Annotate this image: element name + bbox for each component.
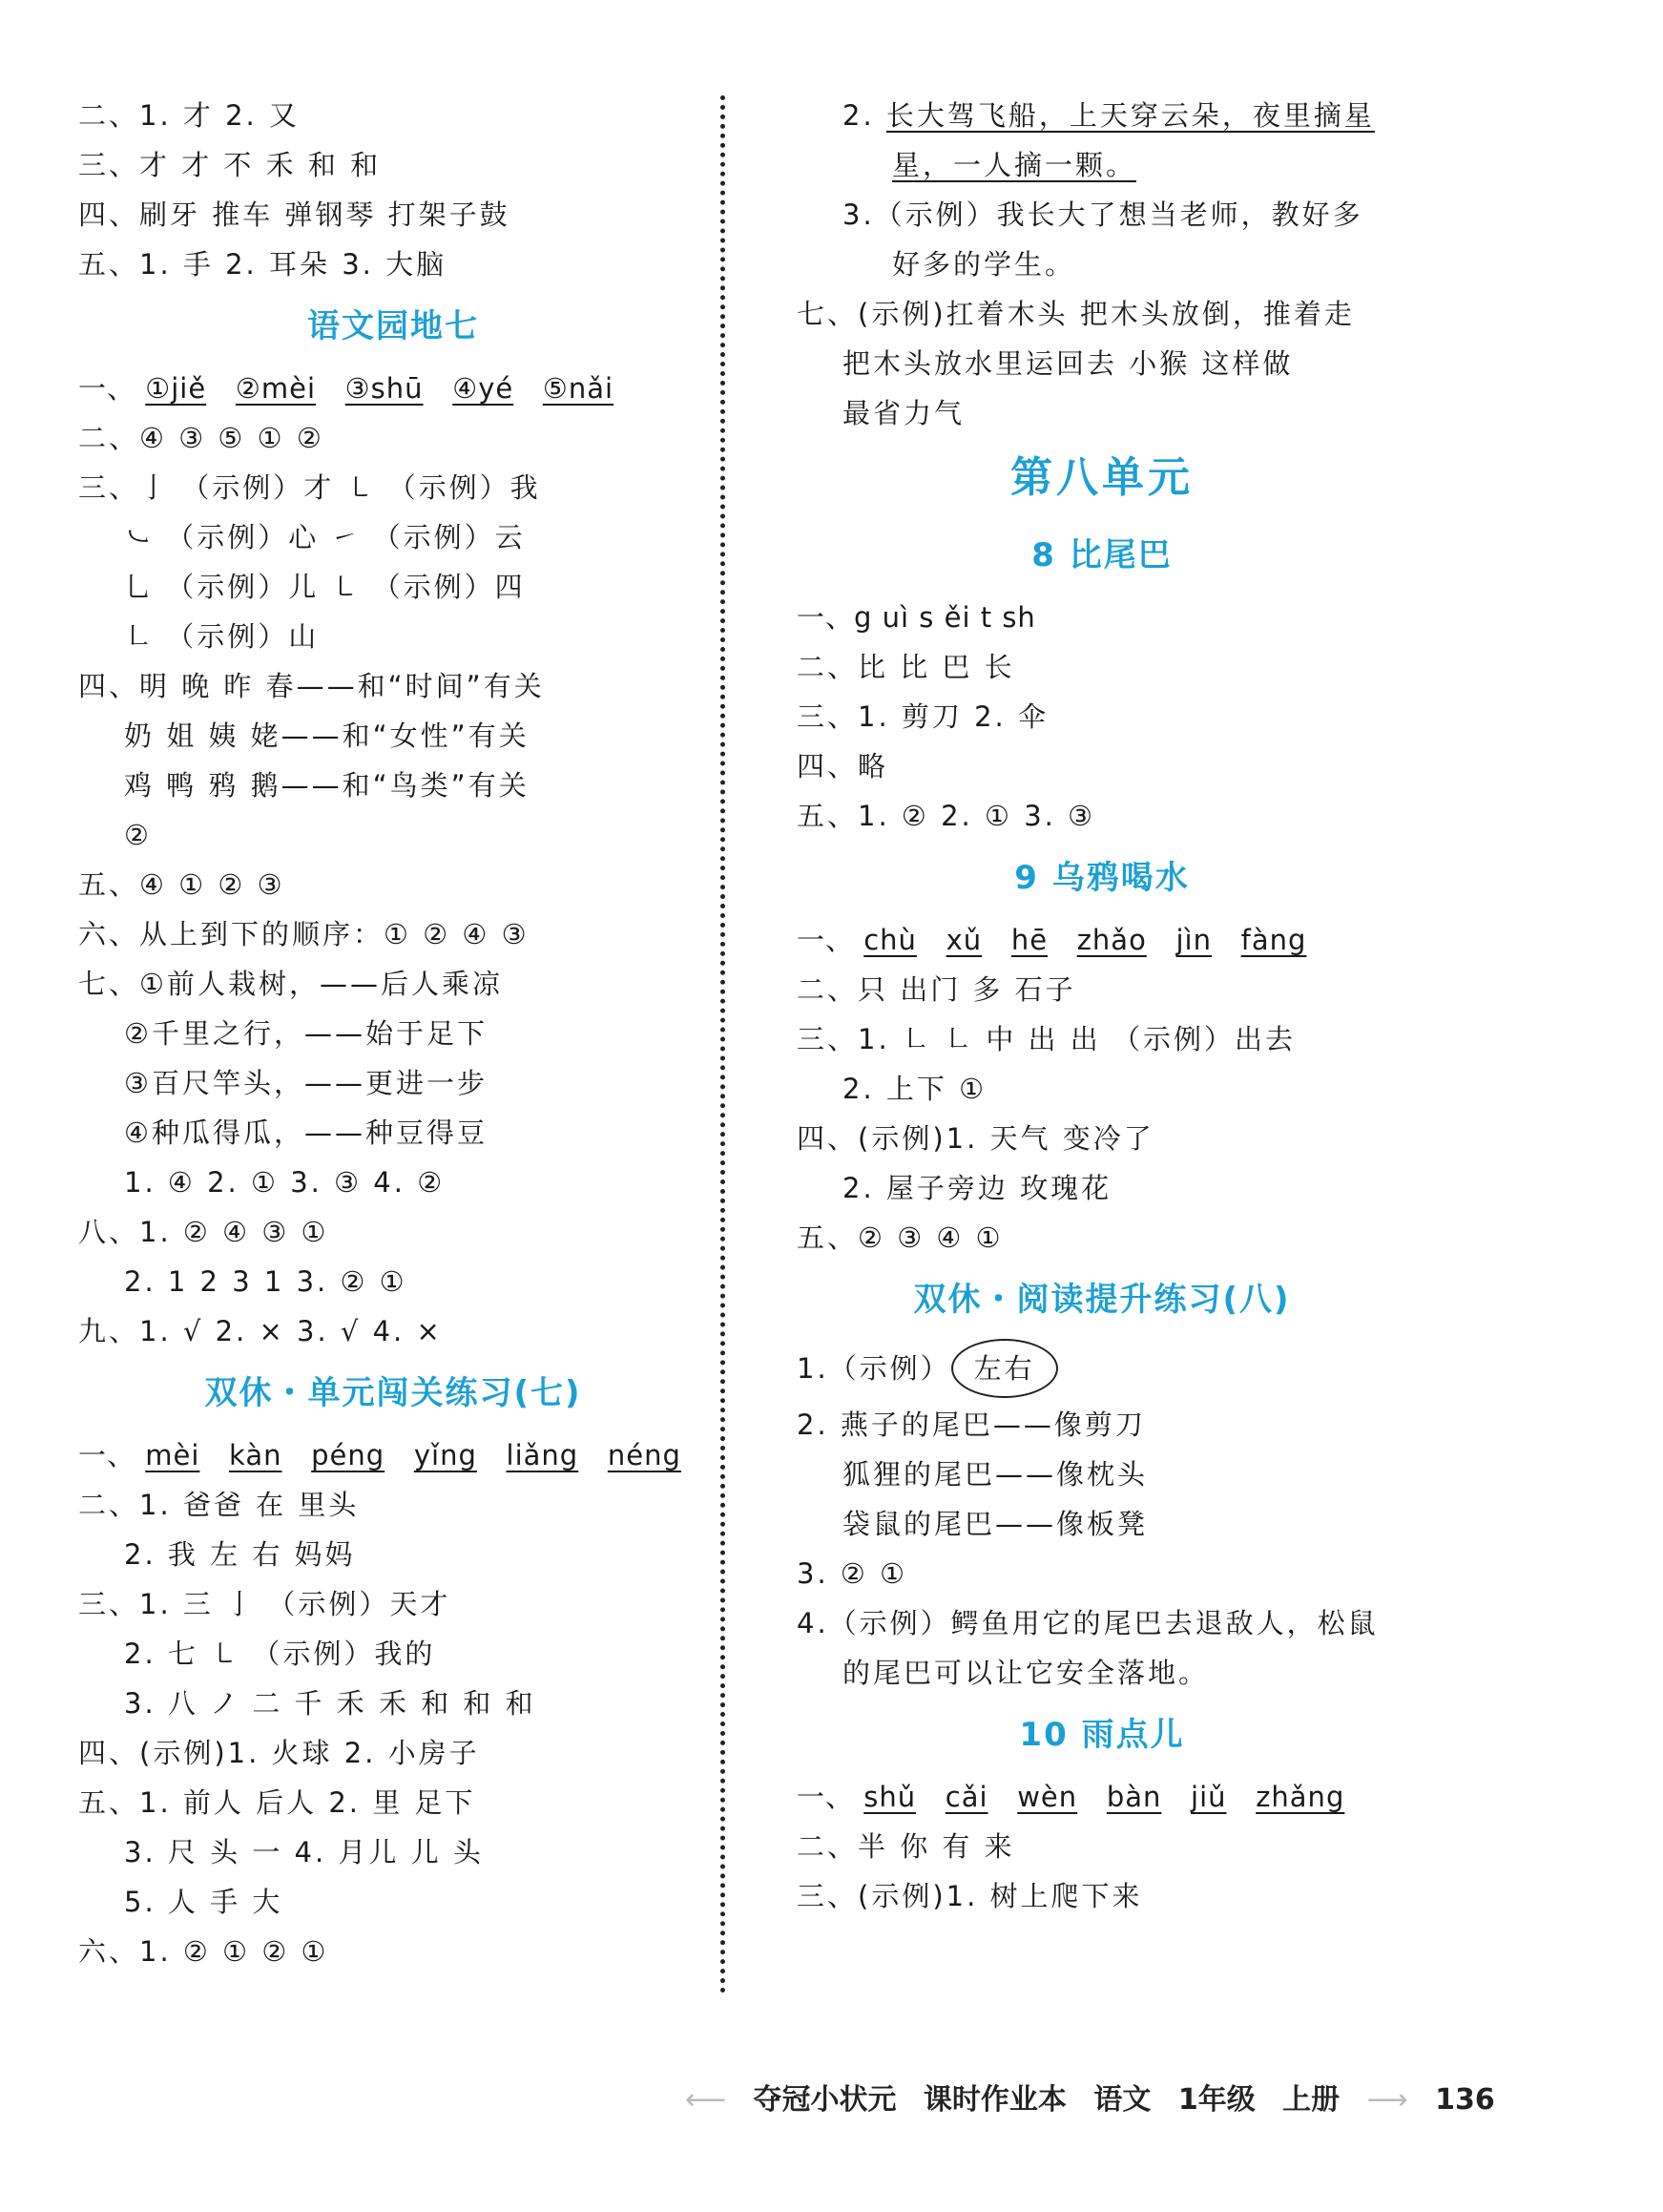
answer-line: 五、④ ① ② ③ <box>78 868 285 901</box>
grade: 1年级 <box>1177 2083 1256 2117</box>
pinyin-answer: zhǎo <box>1076 924 1147 956</box>
answer-line: 三、亅 （示例）才 ㇄ （示例）我 <box>78 471 541 504</box>
section-heading: 8 比尾巴 <box>1031 536 1173 574</box>
answer-line: 四、(示例)1. 天气 变冷了 <box>797 1122 1154 1155</box>
answer-line: 3. 尺 头 一 4. 月儿 儿 头 <box>124 1836 484 1868</box>
section-heading: 双休・阅读提升练习(八) <box>913 1281 1291 1319</box>
answer-line: 一、g uì s ěi t sh <box>797 601 1036 634</box>
answer-line: 五、② ③ ④ ① <box>797 1221 1004 1254</box>
pinyin-answer: jìn <box>1175 924 1212 956</box>
answer-line: 四、(示例)1. 火球 2. 小房子 <box>78 1737 480 1769</box>
page-number: 136 <box>1435 2083 1495 2117</box>
answer-line: ④种瓜得瓜，——种豆得豆 <box>124 1116 488 1149</box>
section-heading: 9 乌鸦喝水 <box>1014 859 1190 897</box>
pinyin-answer: ②mèi <box>235 372 317 405</box>
answer-line: 七、①前人栽树，——后人乘凉 <box>78 968 503 1000</box>
answer-line: 狐狸的尾巴——像枕头 <box>842 1458 1149 1491</box>
answer-line: 三、1. ㇗ ㇗ 中 出 出 （示例）出去 <box>797 1023 1296 1055</box>
section-heading: 10 雨点儿 <box>1019 1716 1185 1754</box>
pinyin-answer: xǔ <box>946 924 983 956</box>
answer-line: 二、只 出门 多 石子 <box>797 973 1076 1006</box>
page-footer <box>685 2076 1512 2124</box>
answer-line: 4.（示例）鳄鱼用它的尾巴去退敌人，松鼠 <box>797 1607 1379 1639</box>
left-column <box>78 91 708 1976</box>
answer-line: 3.（示例）我长大了想当老师，教好多 <box>842 198 1363 231</box>
answer-line: 2. 燕子的尾巴——像剪刀 <box>797 1409 1146 1441</box>
pinyin-answer: péng <box>311 1439 385 1471</box>
pinyin-answer: mèi <box>145 1439 200 1471</box>
answer-line: 2. 屋子旁边 玫瑰花 <box>842 1172 1112 1204</box>
answer-line: 三、才 才 不 禾 和 和 <box>78 149 382 181</box>
answer-line: 五、1. 手 2. 耳朵 3. 大脑 <box>78 248 447 281</box>
answer-line: ② <box>124 819 152 851</box>
answer-line: 2. 上下 ① <box>842 1073 987 1105</box>
answer-line: 把木头放水里运回去 小猴 这样做 <box>842 347 1294 380</box>
answer-line: 2. 我 左 右 妈妈 <box>124 1538 356 1571</box>
pinyin-answer: yǐng <box>413 1439 477 1471</box>
pinyin-answer: kàn <box>229 1439 282 1471</box>
answer-line: 三、1. 剪刀 2. 伞 <box>797 700 1049 733</box>
section-heading: 语文园地七 <box>307 307 479 345</box>
answer-line: 二、1. 爸爸 在 里头 <box>78 1489 360 1521</box>
answer-line: 奶 姐 姨 姥——和“女性”有关 <box>124 720 530 752</box>
answer-line: 好多的学生。 <box>892 248 1076 281</box>
circled-answer: 左右 <box>951 1339 1058 1398</box>
answer-line: 2. 七 ㇄ （示例）我的 <box>124 1638 436 1670</box>
column-divider <box>720 95 725 1994</box>
answer-line: ③百尺竿头，——更进一步 <box>124 1067 488 1099</box>
answer-line: 七、(示例)扛着木头 把木头放倒，推着走 <box>797 298 1355 330</box>
answer-line: 3. 八 ノ 二 千 禾 禾 和 和 和 <box>124 1687 536 1720</box>
answer-line: 四、明 晚 昨 春——和“时间”有关 <box>78 670 545 702</box>
answer-line: 二、④ ③ ⑤ ① ② <box>78 422 324 454</box>
answer-line: 四、略 <box>797 750 889 783</box>
answer-line: 八、1. ② ④ ③ ① <box>78 1216 329 1248</box>
pinyin-line: 一、 chù xǔ hē zhǎo jìn fàng <box>797 924 1307 956</box>
answer-line: 3. ② ① <box>797 1557 908 1590</box>
pinyin-answer: liǎng <box>506 1439 579 1471</box>
answer-line: 袋鼠的尾巴——像板凳 <box>842 1508 1149 1540</box>
answer-line: 乚 （示例）儿 ㇄ （示例）四 <box>124 571 526 603</box>
pinyin-line: 一、 mèi kàn péng yǐng liǎng néng <box>78 1439 681 1471</box>
arrow-icon: ⟶ <box>1366 2083 1408 2117</box>
pinyin-answer: hē <box>1010 924 1049 956</box>
pinyin-answer: ④yé <box>452 372 514 405</box>
answer-line: 二、半 你 有 来 <box>797 1830 1015 1863</box>
answer-line: ㇃ （示例）心 ㇀ （示例）云 <box>124 521 526 553</box>
answer-line: 二、1. 才 2. 又 <box>78 99 300 132</box>
book-name: 课时作业本 <box>923 2083 1067 2117</box>
answer-line: 2. 长大驾飞船，上天穿云朵，夜里摘星 <box>842 99 1375 132</box>
answer-line: 最省力气 <box>842 397 966 429</box>
pinyin-answer: ③shū <box>344 372 424 405</box>
answer-line: 四、刷牙 推车 弹钢琴 打架子鼓 <box>78 198 510 231</box>
answer-line: 的尾巴可以让它安全落地。 <box>842 1657 1210 1689</box>
answer-line: 星，一人摘一颗。 <box>892 149 1137 181</box>
pinyin-answer: ①jiě <box>145 372 207 405</box>
arrow-icon: ⟵ <box>685 2083 727 2117</box>
pinyin-answer: bàn <box>1106 1781 1162 1813</box>
answer-line: 三、1. 三 亅 （示例）天才 <box>78 1588 451 1620</box>
pinyin-line: 一、 shǔ cǎi wèn bàn jiǔ zhǎng <box>797 1781 1345 1813</box>
answer-line: ②千里之行，——始于足下 <box>124 1017 488 1050</box>
pinyin-answer: shǔ <box>863 1781 917 1813</box>
answer-line: 1.（示例） 左右 <box>797 1337 1407 1400</box>
right-column <box>797 91 1407 1921</box>
section-heading: 双休・单元闯关练习(七) <box>204 1374 582 1412</box>
pinyin-answer: cǎi <box>945 1781 988 1813</box>
subject: 语文 <box>1093 2083 1152 2117</box>
answer-line: 三、(示例)1. 树上爬下来 <box>797 1880 1143 1912</box>
answer-line: 六、1. ② ① ② ① <box>78 1935 329 1968</box>
answer-line: 五、1. 前人 后人 2. 里 足下 <box>78 1786 476 1819</box>
answer-line: 鸡 鸭 鸦 鹅——和“鸟类”有关 <box>124 769 530 802</box>
answer-line: 九、1. √ 2. × 3. √ 4. × <box>78 1315 443 1347</box>
pinyin-answer: chù <box>863 924 917 956</box>
brand-name: 夺冠小状元 <box>753 2083 897 2117</box>
pinyin-answer: wèn <box>1017 1781 1078 1813</box>
pinyin-answer: fàng <box>1240 924 1307 956</box>
pinyin-answer: néng <box>607 1439 681 1471</box>
answer-line: 2. 1 2 3 1 3. ② ① <box>124 1265 407 1298</box>
answer-line: ㇗ （示例）山 <box>124 620 320 653</box>
pinyin-answer: jiǔ <box>1191 1781 1227 1813</box>
pinyin-answer: ⑤nǎi <box>542 372 614 405</box>
answer-line: 六、从上到下的顺序：① ② ④ ③ <box>78 918 530 950</box>
answer-line: 5. 人 手 大 <box>124 1886 283 1918</box>
answer-line: 二、比 比 巴 长 <box>797 651 1015 683</box>
pinyin-line: 一、 ①jiě ②mèi ③shū ④yé ⑤nǎi <box>78 372 614 405</box>
pinyin-answer: zhǎng <box>1256 1781 1345 1813</box>
answer-line: 1. ④ 2. ① 3. ③ 4. ② <box>124 1166 446 1199</box>
answer-line: 五、1. ② 2. ① 3. ③ <box>797 800 1096 832</box>
volume: 上册 <box>1282 2083 1341 2117</box>
unit-heading: 第八单元 <box>1010 453 1194 502</box>
